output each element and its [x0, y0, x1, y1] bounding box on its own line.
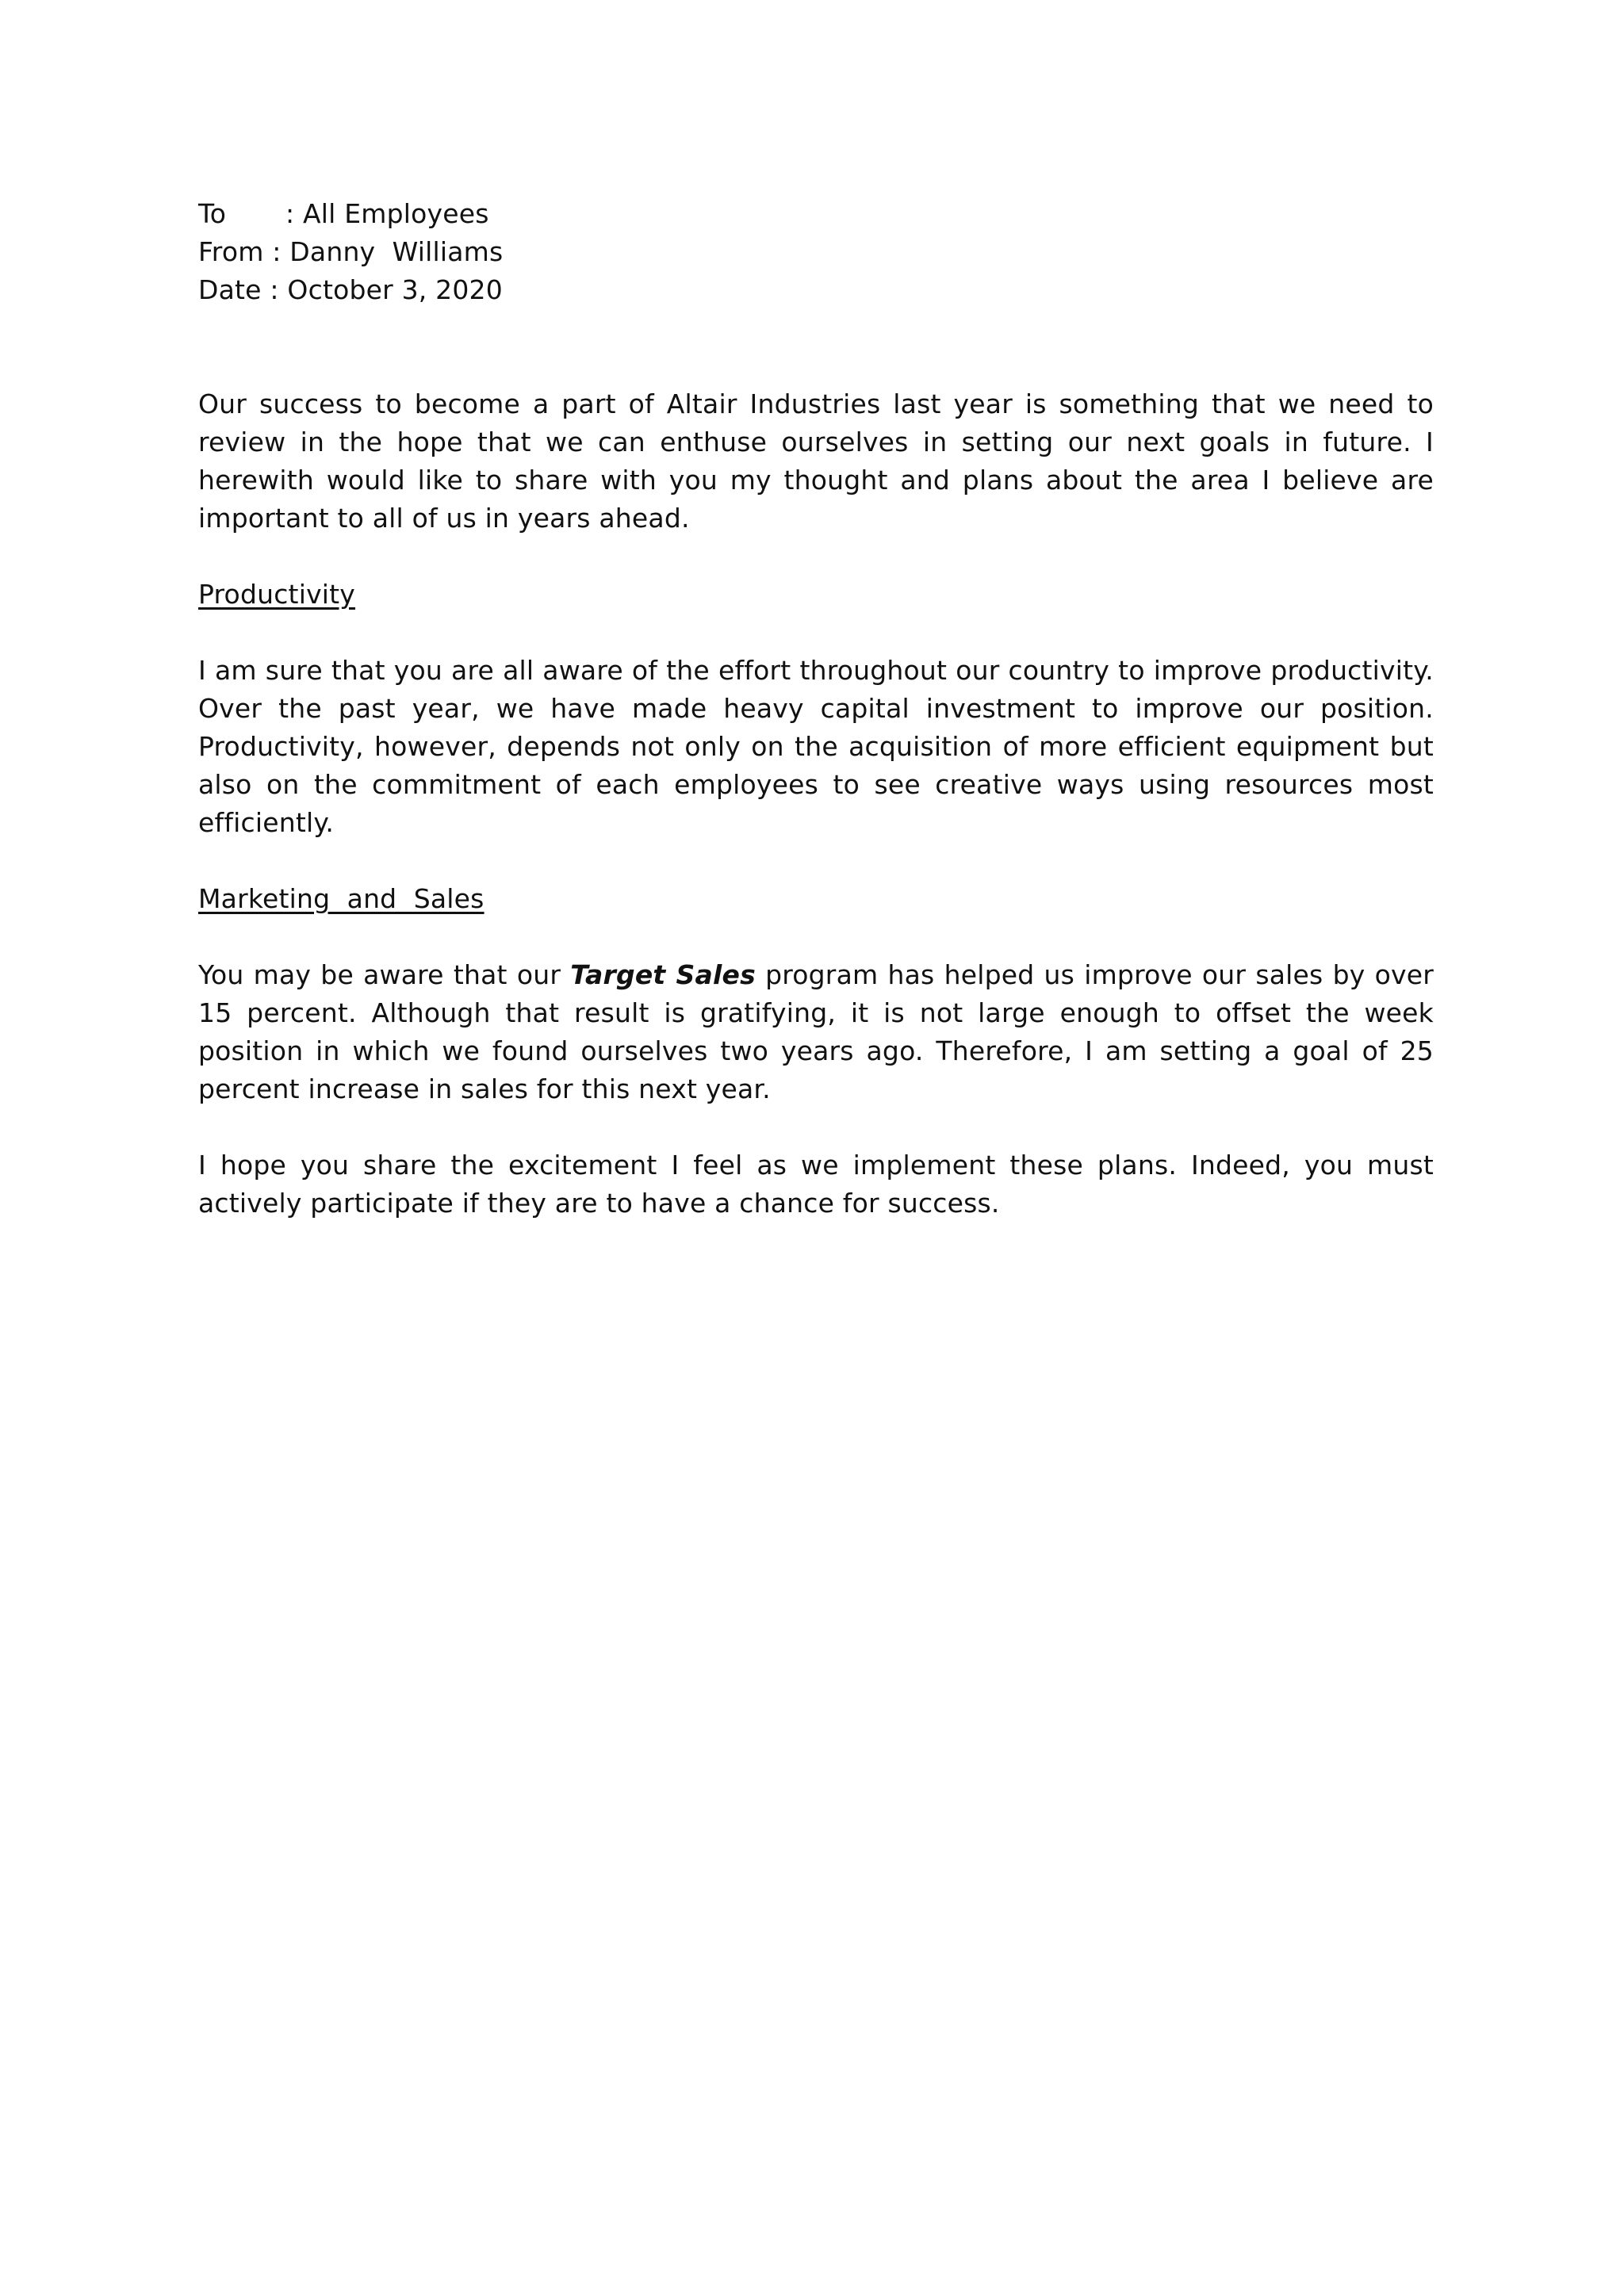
date-label: Date	[198, 274, 262, 305]
from-value: Danny Williams	[289, 236, 504, 267]
marketing-sales-heading: Marketing and Sales	[198, 883, 485, 914]
closing-paragraph: I hope you share the excitement I feel as we implement these plans. Indeed, you must actively participate if they are to have a chance for success.	[198, 1150, 1434, 1219]
productivity-paragraph: I am sure that you are all aware of the effort throughout our country to improve productivity. Over the past year, we have made heavy capital investment to improve our position. Productivity, however, depends not only on the acquisition of more efficient equipment but also on the commitment of each employees to see creative ways using resources most efficiently.	[198, 655, 1434, 838]
to-line	[198, 195, 1434, 233]
productivity-heading: Productivity	[198, 579, 356, 610]
to-separator: :	[285, 198, 295, 229]
marketing-sales-paragraph	[198, 956, 1434, 1108]
from-label: From	[198, 236, 264, 267]
date-separator: :	[270, 274, 279, 305]
intro-paragraph: Our success to become a part of Altair Industries last year is something that we need to review in the hope that we can enthuse ourselves in setting our next goals in future. I herewith would like to share with you my thought and plans about the area I believe are important to all of us in years ahead.	[198, 388, 1434, 534]
from-line	[198, 233, 1434, 271]
to-value: All Employees	[303, 198, 489, 229]
date-value: October 3, 2020	[287, 274, 503, 305]
memo-letter	[198, 195, 1434, 1223]
date-line	[198, 271, 1434, 309]
target-sales-emphasis: Target Sales	[570, 959, 756, 990]
memo-header	[198, 195, 1434, 309]
to-label: To	[198, 198, 227, 229]
memo-body	[198, 385, 1434, 1223]
marketing-text-after: program has helped us improve our sales by over 15 percent. Although that result is gratifying, it is not large enough to offset the week position in which we found ourselves two years ago. Therefore, I am setting a goal of 25 percent increase in sales for this next year.	[198, 959, 1434, 1104]
from-separator: :	[272, 236, 282, 267]
marketing-text-before: You may be aware that our	[198, 959, 571, 990]
